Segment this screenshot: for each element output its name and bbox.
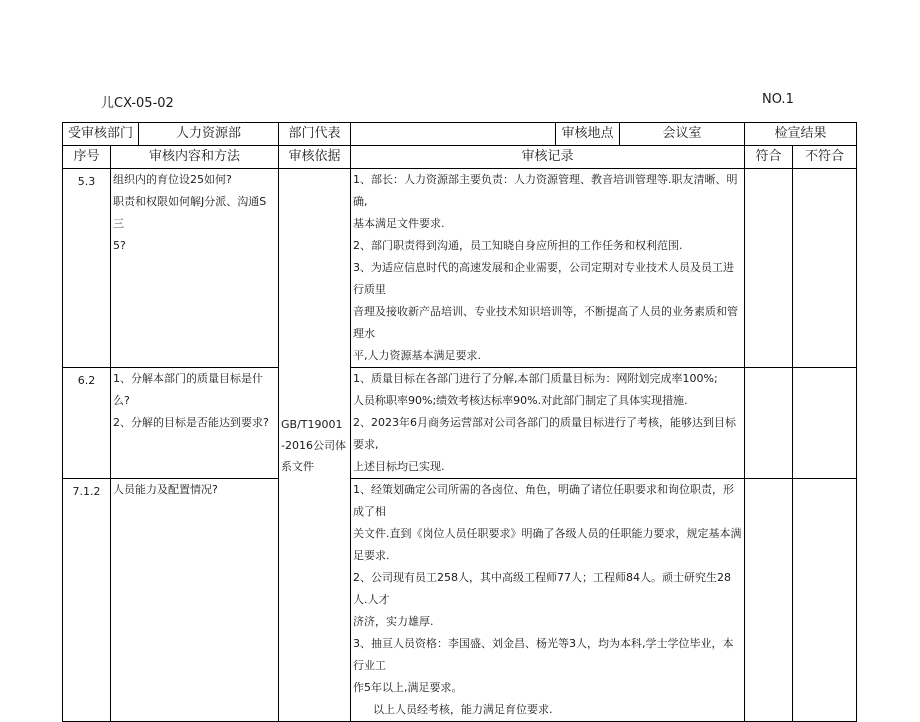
basis-line: -2016公司体: [281, 438, 346, 452]
result-label: 检宣结果: [745, 123, 857, 146]
row-content: [111, 479, 279, 722]
record-line: 3、为适应信息时代的高速发展和企业需要，公司定期对专业技术人员及员工进行质里: [353, 261, 735, 296]
audit-basis: [279, 169, 351, 722]
record-line: 1、经策划确定公司所需的各卤位、角色，明确了诸位任职要求和询位职责，形成了相: [353, 483, 735, 518]
record-line: 1、质量目标在各部门进行了分解,本部门质量目标为：网附划完成率100%;: [353, 372, 718, 385]
record-line: 以上人员经考核，能力满足育位要求.: [373, 703, 553, 716]
row-record: [351, 169, 745, 368]
content-line: 1、分解本部门的质量目标是什: [113, 372, 263, 385]
col-record: 审核记录: [351, 146, 745, 169]
table-row: [63, 368, 857, 479]
record-line: 3、抽亘人员资格：李国盛、刘金昌、杨光等3人，均为本科,学士学位毕业，本行业工: [353, 637, 734, 672]
record-line: 2、部门职责得到沟通，员工知晓自身应所担的工作任务和权利范围.: [353, 239, 683, 252]
row-record: [351, 368, 745, 479]
content-line: 职责和权限如何解J分派、沟通S三: [113, 195, 267, 230]
nonconform-cell[interactable]: [793, 169, 857, 368]
location-value: 会议室: [620, 123, 745, 146]
row-record: [351, 479, 745, 722]
record-line: 关文件.直到《岗位人员任职要求》明确了各级人员的任职能力要求，规定基本满足要求.: [353, 527, 742, 562]
record-line: 1、部长：人力资源部主要负责：人力资源管理、教音培训管理等.职友清晰、明确,: [353, 173, 738, 208]
basis-line: 系文件: [281, 459, 315, 473]
row-content: [111, 169, 279, 368]
rep-value: [351, 123, 556, 146]
document-code: 儿CX-05-02: [101, 96, 174, 111]
record-line: 2、2023年6月商务运营部对公司各部门的质量目标进行了考核，能够达到目标要求,: [353, 416, 737, 451]
table-row: [63, 479, 857, 722]
row-seq: 7.1.2: [63, 479, 111, 722]
record-line: 2、公司现有员工258人，其中高级工程师77人；工程师84人。顽士研究生28人.人才: [353, 571, 731, 606]
nonconform-cell[interactable]: [793, 368, 857, 479]
col-basis: 审核依据: [279, 146, 351, 169]
document-number: NO.1: [762, 92, 794, 107]
column-header-row: [63, 146, 857, 169]
content-line: 5?: [113, 239, 126, 252]
col-content: 审核内容和方法: [111, 146, 279, 169]
col-seq: 序号: [63, 146, 111, 169]
dept-label: 受审核部门: [63, 123, 139, 146]
content-line: 组织内的育位设25如何?: [113, 173, 232, 186]
content-line: 人员能力及配置情况?: [113, 483, 218, 496]
record-line: 音理及接收新产品培训、专业技术知识培训等，不断提高了人员的业务素质和管理水: [353, 305, 739, 340]
record-line: 济济，实力雄厚.: [353, 615, 434, 628]
record-line: 平,人力资源基本满足要求.: [353, 349, 482, 362]
row-seq: 6.2: [63, 368, 111, 479]
col-conform: 符合: [745, 146, 793, 169]
content-line: 2、分解的目标是否能达到要求?: [113, 416, 269, 429]
conform-cell[interactable]: [745, 479, 793, 722]
meta-row: [63, 123, 857, 146]
row-seq: 5.3: [63, 169, 111, 368]
record-line: 人员称职率90%;绩效考核达标率90%.对此部门制定了具体实现措施.: [353, 394, 688, 407]
record-line: 基本满足文件要求.: [353, 217, 445, 230]
conform-cell[interactable]: [745, 169, 793, 368]
dept-value: 人力资源部: [139, 123, 279, 146]
nonconform-cell[interactable]: [793, 479, 857, 722]
location-label: 审核地点: [556, 123, 620, 146]
rep-label: 部门代表: [279, 123, 351, 146]
row-content: [111, 368, 279, 479]
audit-table: [62, 122, 857, 722]
table-row: [63, 169, 857, 368]
content-line: 么?: [113, 394, 130, 407]
basis-line: GB/T19001: [281, 417, 343, 431]
record-line: 作5年以上,满足要求。: [353, 681, 463, 694]
col-nonconform: 不符合: [793, 146, 857, 169]
conform-cell[interactable]: [745, 368, 793, 479]
record-line: 上述目标均已实现.: [353, 460, 445, 473]
